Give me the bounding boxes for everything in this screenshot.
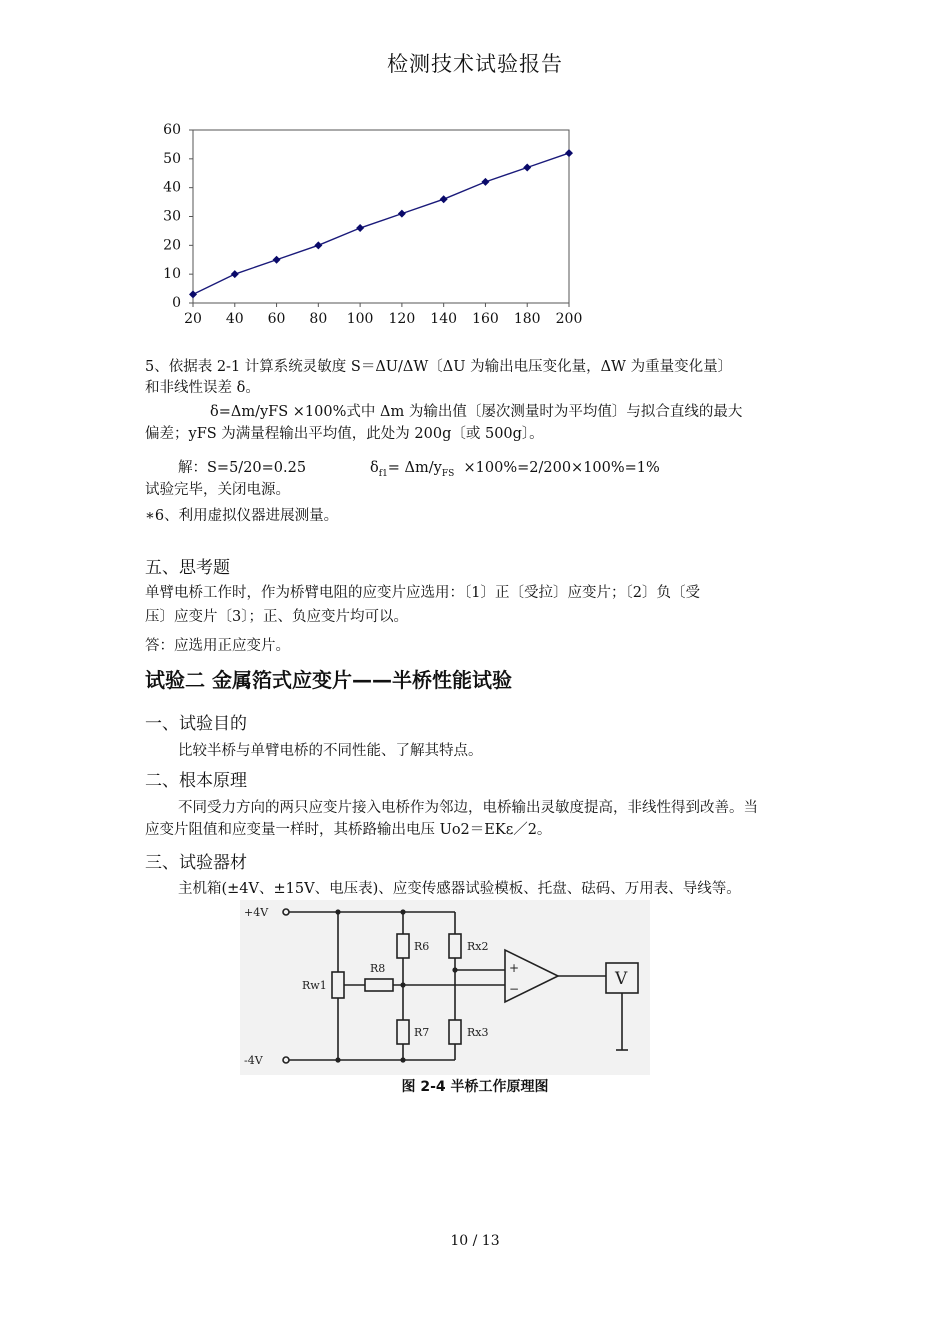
label-opamp-plus: + <box>509 961 520 975</box>
label-rx3: Rx3 <box>467 1026 489 1039</box>
sec5-line1: 5、依据表 2-1 计算系统灵敏度 S＝ΔU/ΔW〔ΔU 为输出电压变化量，ΔW 为重量变化量〕 <box>145 359 733 375</box>
x-tick-label: 180 <box>513 311 541 327</box>
think-answer: 答：应选用正应变片。 <box>145 638 290 654</box>
y-tick-label: 20 <box>163 237 181 254</box>
y-tick-label: 60 <box>163 122 181 138</box>
y-tick-label: 0 <box>172 295 181 311</box>
label-r8: R8 <box>370 962 386 975</box>
y-tick-label: 10 <box>163 266 181 283</box>
delta-symbol: δ <box>370 460 379 476</box>
purpose-text: 比较半桥与单臂电桥的不同性能、了解其特点。 <box>178 743 483 759</box>
x-tick-label: 20 <box>184 311 202 327</box>
principle-line1: 不同受力方向的两只应变片接入电桥作为邻边，电桥输出灵敏度提高，非线性得到改善。当 <box>178 800 758 816</box>
data-point <box>440 195 448 203</box>
x-tick-label: 60 <box>267 311 286 327</box>
sec5-line2: 和非线性误差 δ。 <box>145 380 260 396</box>
experiment2-title: 试验二 金属箔式应变片——半桥性能试验 <box>145 668 512 692</box>
x-tick-label: 160 <box>472 311 499 327</box>
y-tick-label: 50 <box>163 150 181 167</box>
sec5-step6: ∗6、利用虚拟仪器进展测量。 <box>145 508 339 524</box>
think-question-line1: 单臂电桥工作时，作为桥臂电阻的应变片应选用：〔1〕正〔受拉〕应变片；〔2〕负〔受 <box>145 585 700 601</box>
label-rx2: Rx2 <box>467 940 489 953</box>
data-point <box>523 163 531 171</box>
x-tick-label: 140 <box>430 311 458 327</box>
sec5-answer-s: 解：S=5/20=0.25 <box>178 460 307 476</box>
data-point <box>398 210 406 218</box>
y-tick-label: 40 <box>163 179 181 196</box>
label-r7: R7 <box>414 1026 430 1039</box>
yfs-subscript: FS <box>441 469 455 479</box>
x-tick-label: 80 <box>309 311 328 327</box>
equipment-text: 主机箱(±4V、±15V、电压表)、应变传感器试验模板、托盘、砝码、万用表、导线等。 <box>178 881 741 897</box>
data-point <box>231 270 239 278</box>
x-tick-label: 40 <box>225 311 244 327</box>
label-voltmeter: V <box>615 969 628 989</box>
data-point <box>314 241 322 249</box>
delta-mid: = Δm/y <box>387 460 442 476</box>
label-neg-supply: -4V <box>244 1054 263 1067</box>
x-tick-label: 200 <box>555 311 583 327</box>
page-number: 10 / 13 <box>450 1233 500 1249</box>
equipment-heading: 三、试验器材 <box>145 853 247 873</box>
sec5-done: 试验完毕，关闭电源。 <box>145 482 290 498</box>
chart-frame <box>193 130 569 303</box>
chart-plot-area <box>163 122 582 327</box>
figure-caption: 图 2-4 半桥工作原理图 <box>401 1079 549 1095</box>
sensitivity-line-chart <box>150 118 590 340</box>
data-point <box>273 256 281 264</box>
delta-tail: ×100%=2/200×100%=1% <box>463 460 660 476</box>
label-r6: R6 <box>414 940 430 953</box>
data-point <box>481 178 489 186</box>
principle-heading: 二、根本原理 <box>145 771 247 791</box>
x-tick-label: 100 <box>346 311 374 327</box>
label-opamp-minus: − <box>509 982 520 996</box>
label-rw1: Rw1 <box>302 979 327 992</box>
sec5-formula: δ=Δm/yFS ×100%式中 Δm 为输出值〔屡次测量时为平均值〕与拟合直线的最大 <box>210 404 743 420</box>
page-header-title: 检测技术试验报告 <box>387 52 563 76</box>
half-bridge-circuit <box>240 900 650 1075</box>
data-point <box>189 290 197 298</box>
data-point <box>565 149 573 157</box>
think-heading: 五、思考题 <box>145 558 230 578</box>
series-line <box>193 153 569 294</box>
x-tick-label: 120 <box>388 311 416 327</box>
label-pos-supply: +4V <box>244 906 269 919</box>
purpose-heading: 一、试验目的 <box>145 714 247 734</box>
data-point <box>356 224 364 232</box>
sec5-answer-nonlinearity <box>370 458 660 484</box>
think-question-line2: 压〕应变片〔3〕；正、负应变片均可以。 <box>145 609 408 625</box>
sec5-line3: 偏差；yFS 为满量程输出平均值，此处为 200g〔或 500g〕。 <box>145 426 544 442</box>
principle-line2: 应变片阻值和应变量一样时，其桥路输出电压 Uo2＝EKε／2。 <box>145 822 552 838</box>
y-tick-label: 30 <box>163 208 181 225</box>
delta-subscript: f1 <box>378 469 388 479</box>
